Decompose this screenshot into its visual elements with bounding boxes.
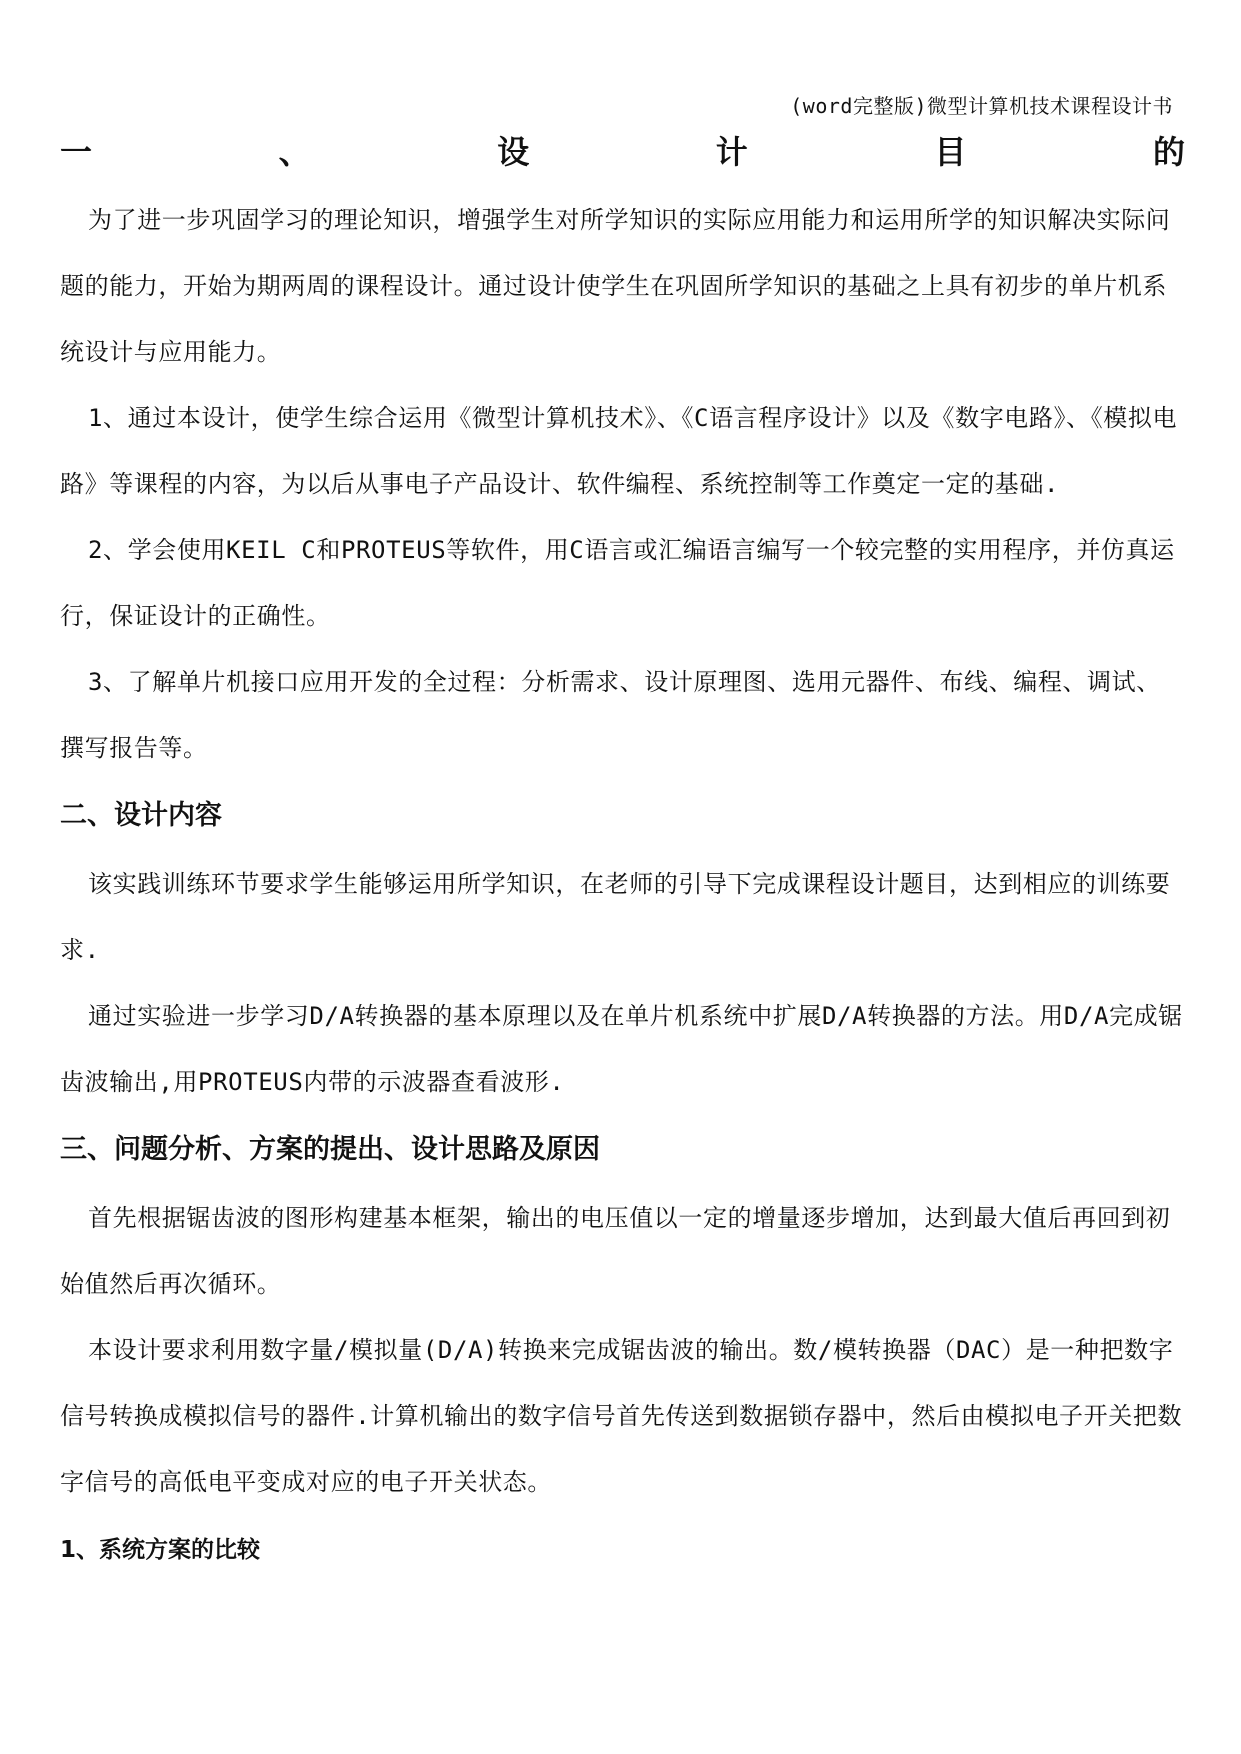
section-1-title-char: 的	[1152, 133, 1185, 171]
section-1-title-char: 目	[934, 133, 967, 171]
section-2-heading: 二、设计内容	[60, 800, 222, 831]
section-3-heading: 三、问题分析、方案的提出、设计思路及原因	[60, 1134, 600, 1165]
document-body	[60, 125, 1185, 1585]
section-3-paragraph: 本设计要求利用数字量/模拟量(D/A)转换来完成锯齿波的输出。数/模转换器（DAC）是一种把数字信号转换成模拟信号的器件.计算机输出的数字信号首先传送到数据锁存器中，然后由模拟电子开关把数字信号的高低电平变成对应的电子开关状态。	[60, 1336, 1183, 1496]
running-header: (word完整版)微型计算机技术课程设计书	[790, 94, 1173, 118]
section-1-title-char: 计	[715, 133, 748, 171]
section-1-item: 2、学会使用KEIL C和PROTEUS等软件，用C语言或汇编语言编写一个较完整的实用程序，并仿真运行，保证设计的正确性。	[60, 536, 1175, 630]
section-3-subheading: 1、系统方案的比较	[60, 1537, 261, 1563]
section-1-item: 1、通过本设计，使学生综合运用《微型计算机技术》、《C语言程序设计》以及《数字电路》、《模拟电路》等课程的内容，为以后从事电子产品设计、软件编程、系统控制等工作奠定一定的基础.	[60, 404, 1178, 498]
section-1-title-char: 设	[497, 133, 530, 171]
section-2-paragraph: 通过实验进一步学习D/A转换器的基本原理以及在单片机系统中扩展D/A转换器的方法。用D/A完成锯齿波输出,用PROTEUS内带的示波器查看波形.	[60, 1002, 1183, 1096]
section-1-item: 3、了解单片机接口应用开发的全过程：分析需求、设计原理图、选用元器件、布线、编程、调试、撰写报告等。	[60, 668, 1161, 762]
section-3-paragraph: 首先根据锯齿波的图形构建基本框架，输出的电压值以一定的增量逐步增加，达到最大值后再回到初始值然后再次循环。	[60, 1204, 1171, 1298]
section-1-title	[60, 125, 1185, 175]
section-2-paragraph: 该实践训练环节要求学生能够运用所学知识，在老师的引导下完成课程设计题目，达到相应的训练要求.	[60, 870, 1171, 964]
section-1-title-char: 一	[60, 133, 93, 171]
section-1-title-char: 、	[278, 133, 311, 171]
section-1-paragraph: 为了进一步巩固学习的理论知识，增强学生对所学知识的实际应用能力和运用所学的知识解决实际问题的能力，开始为期两周的课程设计。通过设计使学生在巩固所学知识的基础之上具有初步的单片机系统设计与应用能力。	[60, 206, 1171, 366]
